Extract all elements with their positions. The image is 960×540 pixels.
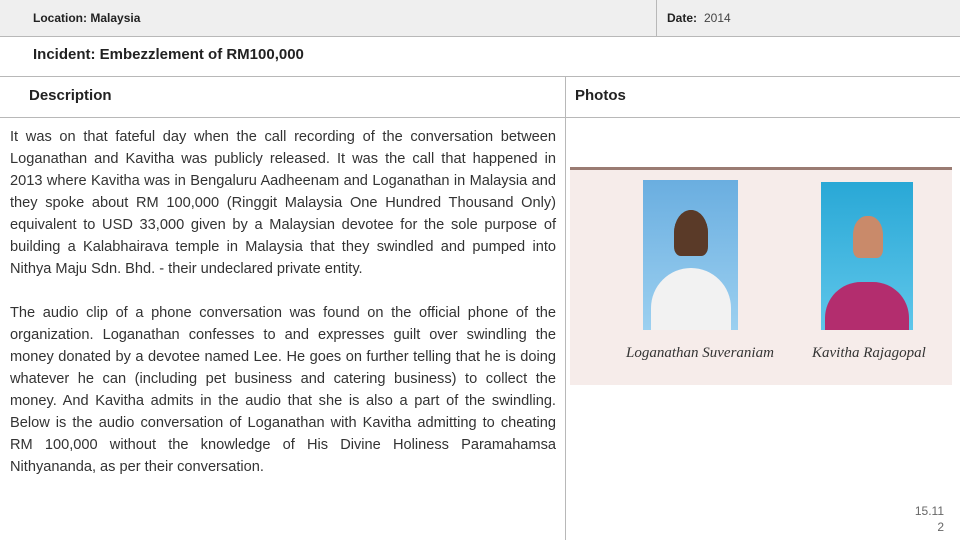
date-value: 2014 bbox=[704, 11, 731, 25]
incident-row bbox=[0, 37, 960, 77]
loganathan-portrait bbox=[643, 180, 738, 330]
column-divider bbox=[565, 77, 566, 540]
description-heading: Description bbox=[29, 87, 112, 104]
column-header-row bbox=[0, 77, 960, 118]
header-row bbox=[0, 0, 960, 37]
suspects-photo bbox=[570, 167, 952, 385]
date-cell bbox=[657, 0, 960, 36]
description-paragraph-2: The audio clip of a phone conversation was found on the official phone of the organization. Loganathan confesses to and expresses guilt over swindling the money donated by a devotee named Lee. He goes on further telling that he is doing whatever he can (including pet business and catering business) to collect the money. And Kavitha admits in the audio that she is also a part of the swindling. Below is the audio conversation of Loganathan with Kavitha admitting to cheating RM 100,000 without the knowledge of His Divine Holiness Paramahamsa Nithyananda, as per their conversation. bbox=[10, 305, 556, 475]
kavitha-portrait bbox=[821, 182, 913, 330]
page-number bbox=[915, 503, 944, 535]
location-cell bbox=[0, 0, 657, 36]
caption-kavitha: Kavitha Rajagopal bbox=[812, 345, 926, 361]
description-paragraph-1: It was on that fateful day when the call recording of the conversation between Loganathan and Kavitha was publicly released. It was the call that happened in 2013 where Kavitha was in Bengaluru Aadheenam and Loganathan in Malaysia and they spoke about RM 100,000 (Ringgit Malaysia One Hundred Thousand Only) equivalent to USD 33,000 given by a Malaysian devotee for the sole purpose of building a Kalabhairava temple in Malaysia that they swindled and pumped into Nithya Maju Sdn. Bhd. - their undeclared private entity. bbox=[10, 129, 556, 277]
location-text: Location: Malaysia bbox=[33, 11, 141, 25]
page-number-line-1: 15.11 bbox=[914, 504, 944, 518]
incident-title: Incident: Embezzlement of RM100,000 bbox=[33, 46, 304, 63]
photos-heading: Photos bbox=[575, 87, 626, 104]
caption-loganathan: Loganathan Suveraniam bbox=[626, 345, 774, 361]
description-body bbox=[10, 126, 556, 500]
page-number-line-2: 2 bbox=[937, 520, 944, 534]
date-label: Date: bbox=[667, 11, 698, 25]
